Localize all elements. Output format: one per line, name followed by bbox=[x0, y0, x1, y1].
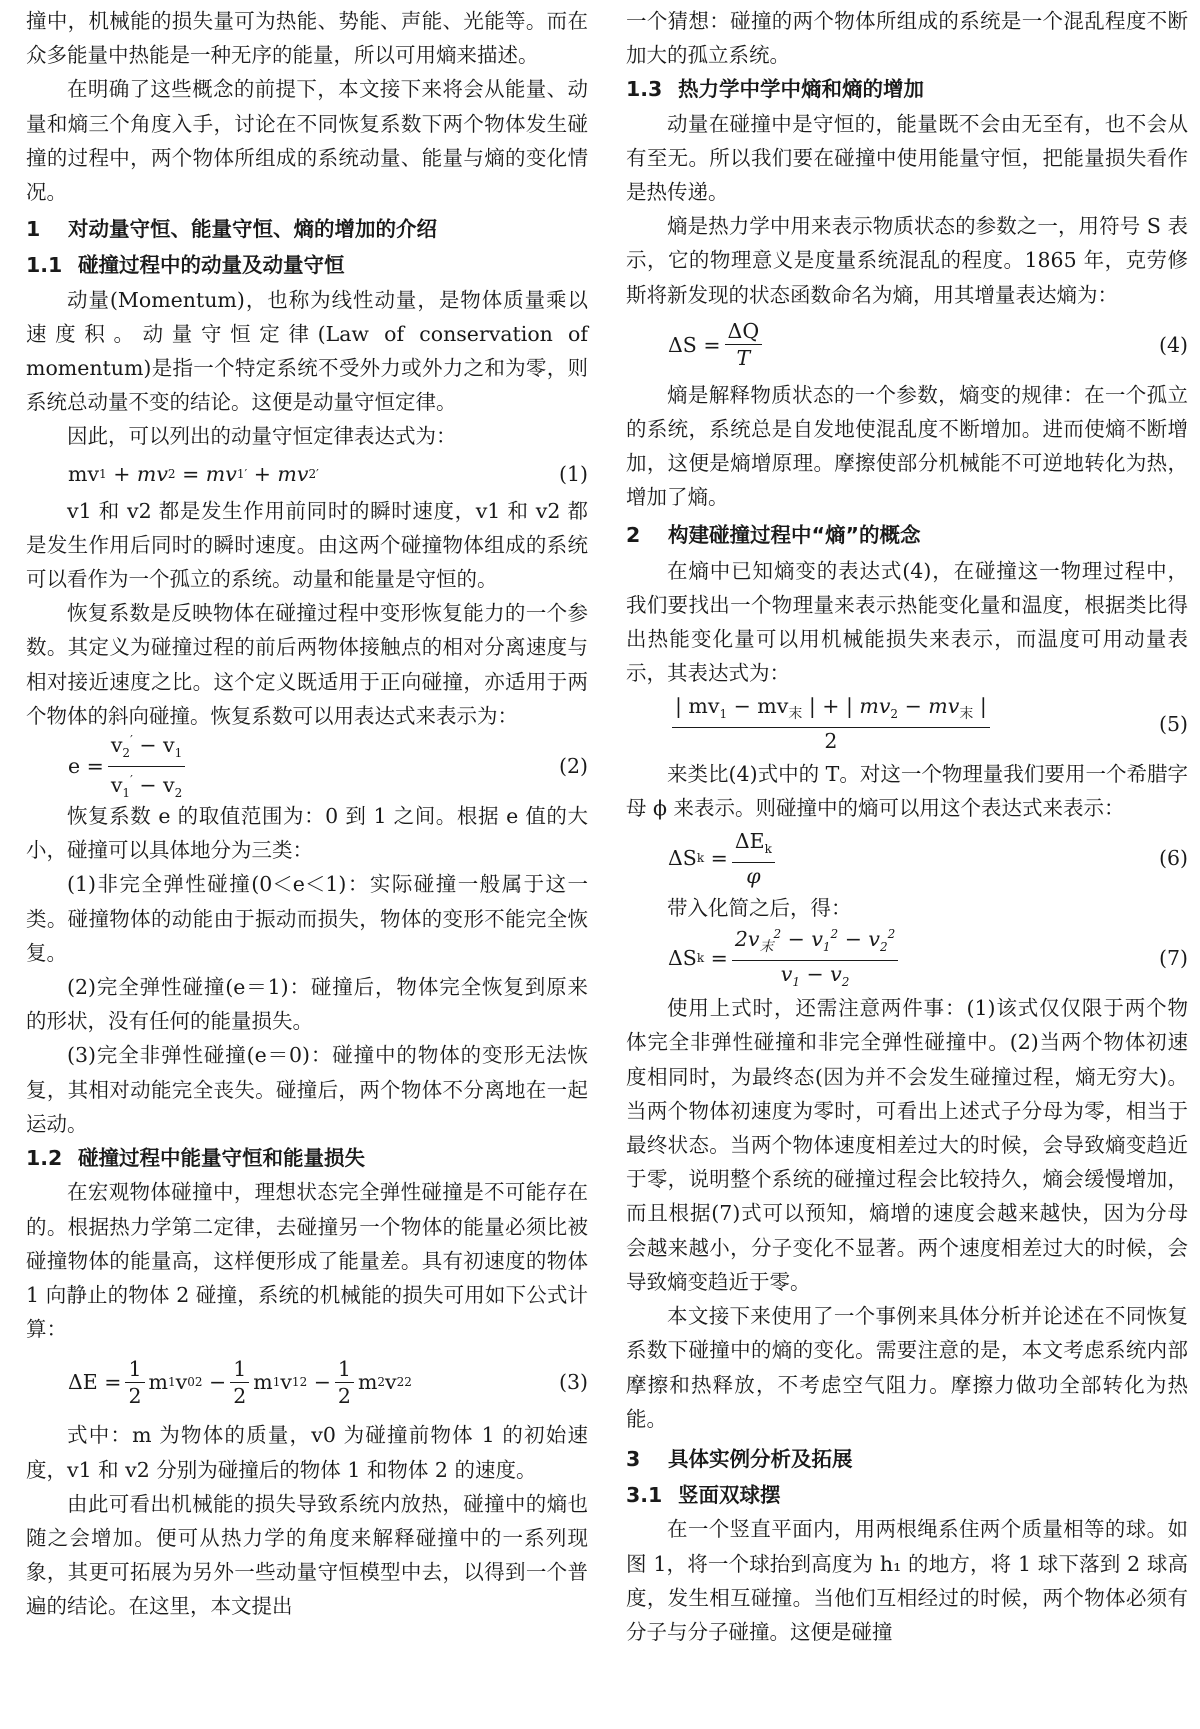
subsection-heading: 1.3 热力学中学中熵和熵的增加 bbox=[626, 77, 924, 102]
paragraph: 恢复系数是反映物体在碰撞过程中变形恢复能力的一个参数。其定义为碰撞过程的前后两物体接触点的相对分离速度与相对接近速度之比。这个定义既适用于正向碰撞，亦适用于两个物体的斜向碰撞。恢复系数可以用表达式来表示为： bbox=[26, 601, 588, 728]
paragraph: 在宏观物体碰撞中，理想状态完全弹性碰撞是不可能存在的。根据热力学第二定律，去碰撞另一个物体的能量必须比被碰撞物体的能量高，这样便形成了能量差。具有初速度的物体 1 向静止的物体 2 碰撞，系统的机械能的损失可用如下公式计算： bbox=[26, 1180, 588, 1342]
paragraph: 在一个竖直平面内，用两根绳系住两个质量相等的球。如图 1，将一个球抬到高度为 h₁ 的地方，将 1 球下落到 2 球高度，发生相互碰撞。当他们互相经过的时候，两个物体必须有分子与分子碰撞。这便是碰撞 bbox=[626, 1517, 1188, 1644]
equation-number: (5) bbox=[1158, 711, 1188, 736]
paragraph: 一个猜想：碰撞的两个物体所组成的系统是一个混乱程度不断加大的孤立系统。 bbox=[626, 9, 1188, 68]
paragraph: 熵是热力学中用来表示物质状态的参数之一，用符号 S 表示，它的物理意义是度量系统混乱的程度。1865 年，克劳修斯将新发现的状态函数命名为熵，用其增量表达熵为： bbox=[626, 214, 1188, 307]
section-heading: 2 构建碰撞过程中“熵”的概念 bbox=[626, 522, 921, 547]
equation-number: (2) bbox=[558, 754, 588, 779]
equation-5: $\frac{| mv_1 - mv_末 | + | mv_2 - mv_末 |}{2}$ (5) bbox=[626, 693, 1188, 755]
paragraph: 在明确了这些概念的前提下，本文接下来将会从能量、动量和熵三个角度入手，讨论在不同恢复系数下两个物体发生碰撞的过程中，两个物体所组成的系统动量、能量与熵的变化情况。 bbox=[26, 77, 588, 205]
equation-number: (7) bbox=[1158, 946, 1188, 971]
paragraph: v1 和 v2 都是发生作用前同时的瞬时速度，v1 和 v2 都是发生作用后同时的瞬时速度。由这两个碰撞物体组成的系统可以看作为一个孤立的系统。动量和能量是守恒的。 bbox=[26, 498, 588, 592]
paragraph: (3)完全非弹性碰撞(e＝0)：碰撞中的物体的变形无法恢复，其相对动能完全丧失。碰撞后，两个物体不分离地在一起运动。 bbox=[26, 1043, 588, 1136]
equation-4: ΔS = $\frac{\Delta Q}{T}$ (4) bbox=[668, 319, 1188, 371]
paragraph: 撞中，机械能的损失量可为热能、势能、声能、光能等。而在众多能量中热能是一种无序的能量，所以可用熵来描述。 bbox=[26, 9, 588, 68]
equation-number: (4) bbox=[1158, 332, 1188, 357]
left-column bbox=[26, 0, 588, 1729]
paragraph: 式中：m 为物体的质量，v0 为碰撞前物体 1 的初始速度，v1 和 v2 分别为碰撞后的物体 1 和物体 2 的速度。 bbox=[26, 1423, 588, 1482]
paragraph: 本文接下来使用了一个事例来具体分析并论述在不同恢复系数下碰撞中的熵的变化。需要注意的是，本文考虑系统内部摩擦和热释放，不考虑空气阻力。摩擦力做功全部转化为热能。 bbox=[626, 1304, 1188, 1431]
paragraph: 熵是解释物质状态的一个参数，熵变的规律：在一个孤立的系统，系统总是自发地使混乱度不断增加。进而使熵不断增加，这便是熵增原理。摩擦使部分机械能不可逆地转化为热，增加了熵。 bbox=[626, 382, 1188, 510]
paragraph: 动量在碰撞中是守恒的，能量既不会由无至有，也不会从有至无。所以我们要在碰撞中使用能量守恒，把能量损失看作是热传递。 bbox=[626, 111, 1188, 205]
section-heading: 3 具体实例分析及拓展 bbox=[626, 1446, 853, 1471]
subsection-heading: 1.2 碰撞过程中能量守恒和能量损失 bbox=[26, 1146, 365, 1171]
equation-number: (6) bbox=[1158, 846, 1188, 871]
subsection-heading: 1.1 碰撞过程中的动量及动量守恒 bbox=[26, 253, 345, 278]
paragraph: (1)非完全弹性碰撞(0＜e＜1)：实际碰撞一般属于这一类。碰撞物体的动能由于振动而损失，物体的变形不能完全恢复。 bbox=[26, 872, 588, 965]
equation-number: (3) bbox=[558, 1370, 588, 1395]
paragraph: 在熵中已知熵变的表达式(4)，在碰撞这一物理过程中，我们要找出一个物理量来表示热能变化量和温度，根据类比得出热能变化量可以用机械能损失来表示，而温度可用动量表示，其表达式为： bbox=[626, 558, 1188, 686]
paragraph: 带入化简之后，得： bbox=[667, 896, 852, 921]
paragraph: 恢复系数 e 的取值范围为：0 到 1 之间。根据 e 值的大小，碰撞可以具体地分为三类： bbox=[26, 804, 588, 863]
equation-number: (1) bbox=[558, 461, 588, 486]
equation-6: ΔS k = $\frac{\Delta E_k}{\varphi}$ (6) bbox=[668, 828, 1188, 888]
paragraph: 因此，可以列出的动量守恒定律表达式为： bbox=[67, 424, 457, 449]
subsection-heading: 3.1 竖面双球摆 bbox=[626, 1483, 781, 1508]
equation-2: e = $\frac{v_2' - v_1}{v_1' - v_2}$ (2) bbox=[26, 735, 588, 797]
paragraph: 动量(Momentum)，也称为线性动量，是物体质量乘以速度积。动量守恒定律(Law of conservation of momentum)是指一个特定系统不受外力或外力之和为零，则系统总动量不变的结论。这便是动量守恒定律。 bbox=[26, 287, 588, 415]
paragraph: 使用上式时，还需注意两件事：(1)该式仅仅限于两个物体完全非弹性碰撞和非完全弹性碰撞中。(2)当两个物体初速度相同时，为最终态(因为并不会发生碰撞过程，熵无穷大)。当两个物体初速度为零时，可看出上述式子分母为零，相当于最终状态。当两个物体速度相差过大的时候，会导致熵变趋近于零，说明整个系统的碰撞过程会比较持久，熵会缓慢增加，而且根据(7)式可以预知，熵增的速度会越来越快，因为分母会越来越小，分子变化不显著。两个速度相差过大的时候，会导致熵变趋近于零。 bbox=[626, 996, 1188, 1294]
paragraph: 由此可看出机械能的损失导致系统内放热，碰撞中的熵也随之会增加。便可从热力学的角度来解释碰撞中的一系列现象，其更可拓展为另外一些动量守恒模型中去，以得到一个普遍的结论。在这里，本文提出 bbox=[26, 1491, 588, 1619]
paragraph: (2)完全弹性碰撞(e＝1)：碰撞后，物体完全恢复到原来的形状，没有任何的能量损失。 bbox=[26, 975, 588, 1034]
paragraph: 来类比(4)式中的 T。对这一个物理量我们要用一个希腊字母 ϕ 来表示。则碰撞中的熵可以用这个表达式来表示： bbox=[626, 761, 1188, 820]
equation-3: ΔE = $\frac{1}{2}$ m 1 v 0 2 − $\frac{1}{2}$ m 1 v 1 2 − $\frac{1}{2}$ m 2 v 2 2 (3) bbox=[68, 1356, 588, 1408]
equation-7: ΔS k = $\frac{2v_末^2 - v_1^2 - v_2^2}{v_1 - v_2}$ (7) bbox=[626, 927, 1188, 989]
section-heading: 1 对动量守恒、能量守恒、熵的增加的介绍 bbox=[26, 217, 437, 242]
right-column bbox=[626, 0, 1188, 1729]
equation-1: mv 1 + mv 2 = mv 1 ′ + mv 2 ′ (1) bbox=[68, 461, 588, 486]
